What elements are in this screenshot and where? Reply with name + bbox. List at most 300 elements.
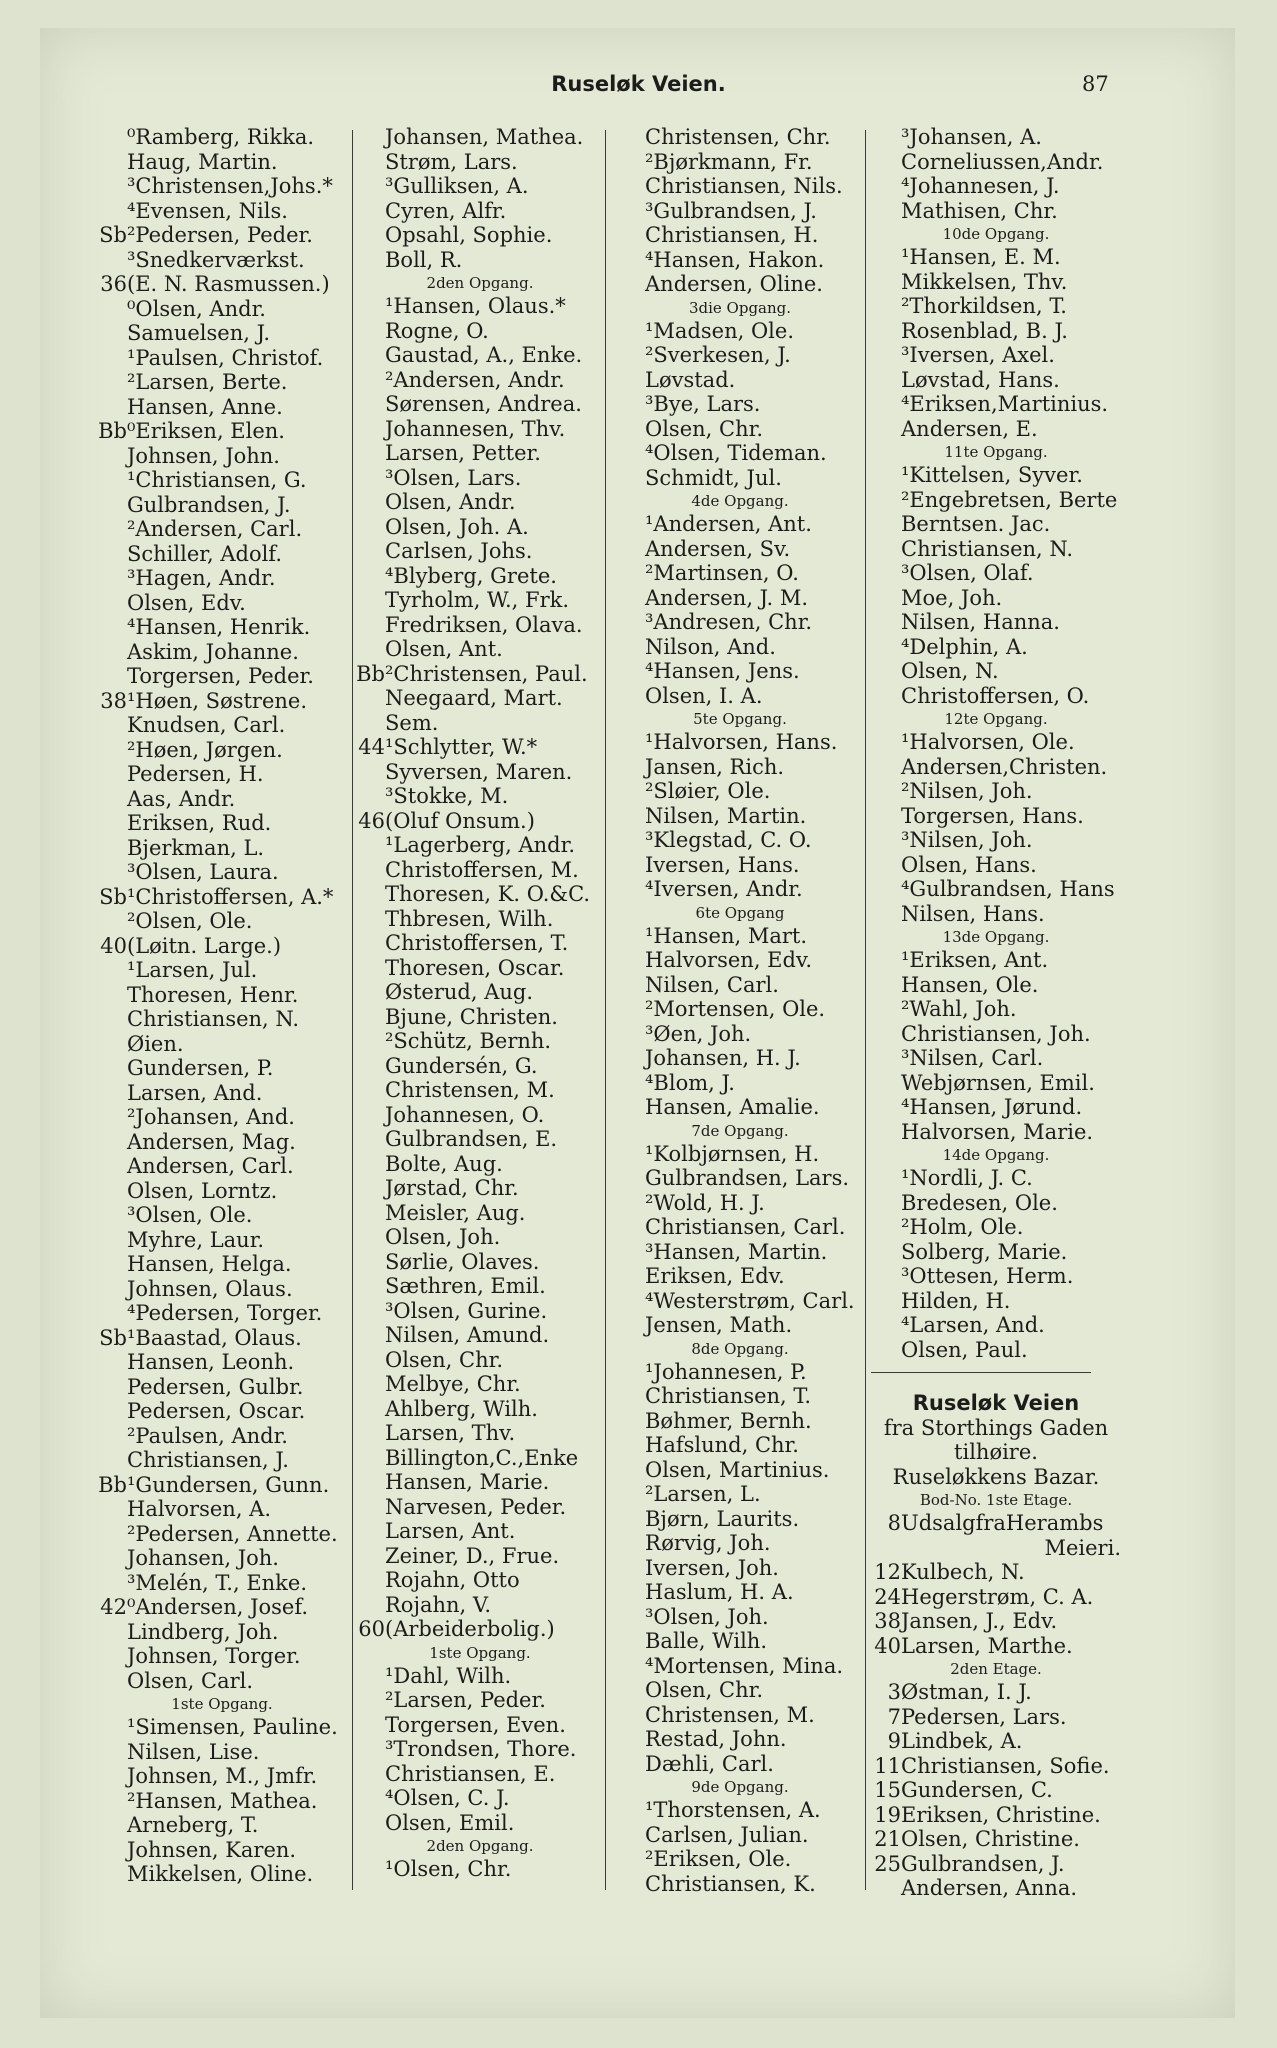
directory-entry: Myhre, Laur. [127,1227,265,1252]
directory-entry: Mathisen, Chr. [901,198,1058,223]
directory-entry: ²Pedersen, Annette. [127,1521,338,1546]
directory-entry: ¹Johannesen, P. [645,1359,807,1384]
entry-prefix: 46 [358,808,385,833]
directory-entry: Opsahl, Sophie. [385,223,553,247]
directory-entry: Christiansen, H. [645,223,819,247]
directory-entry: ²Larsen, Peder. [385,1688,546,1712]
directory-entry [871,1803,1121,1828]
stairway-heading: 9de Opgang. [691,1778,789,1796]
directory-entry: Sæthren, Emil. [385,1274,546,1298]
directory-entry [871,1609,1121,1634]
directory-entry: Balle, Wilh. [645,1629,768,1653]
entry-prefix: 38 [874,1609,901,1633]
entry-text: Olsen, Christine. [901,1827,1080,1851]
stairway-heading: 2den Opgang. [426,1837,534,1855]
directory-entry: Nilsen, Martin. [645,803,807,828]
entry-prefix: 19 [874,1802,901,1827]
directory-entry: Olsen, Chr. [385,1347,504,1372]
directory-entry [871,1705,1121,1730]
directory-entry: Christoffersen, M. [385,857,579,882]
directory-entry: ¹Halvorsen, Hans. [645,730,838,754]
directory-entry: ⁴Evensen, Nils. [127,198,288,223]
directory-entry: Christiansen, Carl. [645,1215,846,1239]
entry-prefix: 40 [100,933,127,958]
directory-entry: Arneberg, T. [127,1813,259,1837]
directory-entry: ³Snedkerværkst. [127,247,305,272]
directory-entry [97,272,347,297]
section-subheading: tilhøire. [954,1440,1038,1464]
directory-entry: Iversen, Hans. [645,852,800,877]
directory-entry: ¹Paulsen, Christof. [127,345,324,370]
directory-entry: ⁰Olsen, Andr. [127,296,266,321]
entry-prefix: 21 [874,1827,901,1851]
directory-entry: Christiansen, N. [901,536,1074,561]
directory-entry: Billington,C.,Enke [385,1445,579,1470]
directory-entry: ²Hansen, Mathea. [127,1788,318,1813]
directory-entry: Nilsen, Amund. [385,1323,550,1347]
directory-entry: Nilsen, Hanna. [901,610,1060,634]
entry-prefix: 24 [874,1584,901,1609]
directory-entry: Olsen, Joh. [385,1225,501,1249]
directory-entry: Lindberg, Joh. [127,1619,279,1644]
directory-entry: Johansen, Joh. [127,1546,279,1570]
directory-entry: ¹Halvorsen, Ole. [901,730,1075,754]
directory-entry: Rogne, O. [385,318,489,343]
entry-text: Pedersen, Lars. [901,1704,1067,1729]
directory-entry [355,662,605,687]
directory-entry: Webjørnsen, Emil. [901,1070,1095,1095]
directory-entry: Olsen, Edv. [127,590,246,615]
entry-text: Gulbrandsen, J. [901,1851,1065,1876]
directory-entry: Andersen, Anna. [901,1876,1078,1900]
directory-entry: ³Andresen, Chr. [645,610,813,634]
directory-entry: Hansen, Anne. [127,394,283,419]
entry-text: Østman, I. J. [901,1680,1032,1704]
directory-entry [871,1827,1121,1852]
entry-text: (Oluf Onsum.) [385,808,535,833]
directory-entry: Haug, Martin. [127,149,278,174]
directory-entry: Andersen, J. M. [645,585,808,610]
directory-entry: Christoffersen, O. [901,683,1090,708]
directory-entry: Løvstad. [645,367,736,392]
entry-prefix: 3 [887,1680,901,1704]
directory-entry: Rørvig, Joh. [645,1531,771,1555]
directory-entry [871,1680,1121,1705]
entry-text: ⁰Eriksen, Elen. [127,419,285,443]
stairway-heading: 12te Opgang. [944,710,1048,728]
directory-entry: Johansen, H. J. [645,1046,801,1070]
column-divider [352,130,353,1890]
directory-entry: Thoresen, Henr. [127,982,299,1007]
directory-entry: ²Martinsen, O. [645,561,799,585]
column-divider [605,130,606,1890]
directory-entry: ²Wold, H. J. [645,1190,765,1215]
directory-entry: ²Andersen, Carl. [127,517,303,541]
directory-entry: Torgersen, Peder. [127,664,314,688]
directory-entry: Larsen, Petter. [385,441,541,465]
entry-prefix: 40 [874,1633,901,1658]
directory-entry: Torgersen, Even. [385,1712,566,1737]
directory-entry [871,1729,1121,1754]
entry-prefix: 44 [358,735,385,759]
section-subheading: Ruseløkkens Bazar. [892,1464,1100,1489]
entry-text: ¹Gundersen, Gunn. [127,1472,330,1497]
directory-entry: Olsen, I. A. [645,683,763,708]
section-heading: Ruseløk Veien [912,1391,1080,1415]
directory-entry: ²Wahl, Joh. [901,997,1017,1021]
directory-entry: Johannesen, O. [385,1102,545,1127]
directory-entry: Olsen, Emil. [385,1810,515,1835]
directory-entry: ³Hagen, Andr. [127,566,276,590]
directory-entry: Nilson, And. [645,634,776,659]
directory-entry: ²Høen, Jørgen. [127,737,283,762]
directory-entry: Iversen, Joh. [645,1555,779,1580]
directory-entry: ⁴Delphin, A. [901,634,1028,659]
directory-entry [871,1511,1121,1536]
directory-entry: ¹Andersen, Ant. [645,512,812,536]
stairway-heading: 2den Etage. [950,1660,1042,1678]
directory-entry: Strøm, Lars. [385,149,518,174]
section-subheading: fra Storthings Gaden [883,1415,1109,1440]
directory-entry [97,885,347,910]
directory-entry: ³Olsen, Ole. [127,1203,253,1227]
directory-entry: Nilsen, Lise. [127,1739,260,1764]
stairway-heading: 14de Opgang. [942,1146,1050,1164]
directory-entry: Melbye, Chr. [385,1372,521,1396]
entry-text: ²Christensen, Paul. [385,661,588,686]
directory-entry: Andersen, Carl. [127,1154,294,1178]
directory-entry: Sørensen, Andrea. [385,392,582,416]
directory-column-4 [871,125,1121,1901]
directory-entry: Larsen, Ant. [385,1519,516,1543]
directory-entry: Johannesen, Thv. [385,416,566,441]
directory-entry: ⁴Hansen, Jens. [645,659,800,683]
directory-entry: Christensen, Chr. [645,125,831,149]
directory-entry [871,1754,1121,1779]
directory-entry: Carlsen, Johs. [385,539,533,563]
directory-entry: ³Olsen, Joh. [645,1604,769,1629]
entry-text: Gundersen, C. [901,1778,1053,1802]
directory-entry: Hansen, Amalie. [645,1095,820,1119]
section-divider [871,1372,1091,1381]
page-number: 87 [1082,72,1109,96]
directory-entry: Sem. [385,710,439,735]
directory-entry: Hansen, Leonh. [127,1350,295,1374]
directory-entry: ²Nilsen, Joh. [901,779,1033,803]
directory-entry: ¹Nordli, J. C. [901,1166,1033,1190]
directory-entry: Meieri. [1044,1535,1121,1560]
directory-entry: Larsen, Thv. [385,1421,516,1445]
directory-entry: ³Stokke, M. [385,784,509,808]
directory-entry: ¹Simensen, Pauline. [127,1715,338,1739]
directory-entry: Bjerkman, L. [127,835,265,860]
directory-entry: Olsen, Martinius. [645,1457,830,1482]
directory-column-3 [615,125,865,1896]
entry-prefix: 38 [100,688,127,713]
directory-entry: Jørstad, Chr. [385,1176,519,1200]
directory-entry: ²Sverkesen, J. [645,343,791,367]
entry-prefix: Bb [98,1472,127,1497]
stairway-heading: 8de Opgang. [691,1339,789,1358]
directory-entry: Christiansen, Nils. [645,174,843,198]
directory-entry: ⁴Blyberg, Grete. [385,563,557,588]
directory-entry: Olsen, Joh. A. [385,514,529,539]
directory-entry: ³Ottesen, Herm. [901,1264,1074,1288]
directory-entry: ⁴Hansen, Hakon. [645,247,825,272]
entry-text: Christiansen, Sofie. [901,1753,1110,1778]
directory-entry: Hafslund, Chr. [645,1433,799,1457]
directory-entry: ³Olsen, Olaf. [901,561,1034,585]
directory-entry: Aas, Andr. [127,786,236,811]
entry-text: Larsen, Marthe. [901,1633,1073,1658]
directory-entry: Bjune, Christen. [385,1004,558,1029]
directory-entry: Torgersen, Hans. [901,803,1084,828]
directory-entry: ¹Dahl, Wilh. [385,1663,512,1688]
directory-entry: ⁴Westerstrøm, Carl. [645,1288,855,1313]
entry-text: UdsalgfraHerambs [901,1511,1104,1535]
entry-prefix: 15 [874,1778,901,1802]
directory-entry: Gundersen, P. [127,1056,274,1080]
directory-entry: Johnsen, Karen. [127,1837,297,1862]
directory-entry: ¹Hansen, E. M. [901,245,1061,269]
entry-text: ¹Baastad, Olaus. [127,1325,302,1350]
directory-entry: Christiansen, Joh. [901,1021,1091,1046]
directory-entry: ²Johansen, And. [127,1105,295,1129]
directory-entry: Mikkelsen, Thv. [901,269,1068,294]
directory-entry: Askim, Johanne. [127,639,299,664]
directory-entry: Rojahn, V. [385,1592,492,1617]
directory-entry: ⁴Olsen, C. J. [385,1786,510,1810]
directory-entry: Halvorsen, Edv. [645,948,812,972]
directory-entry: Johnsen, Olaus. [127,1276,293,1301]
directory-entry: ³Olsen, Gurine. [385,1298,548,1323]
directory-entry [97,689,347,714]
directory-entry: Boll, R. [385,247,463,272]
directory-entry: Olsen, Andr. [385,490,516,514]
directory-entry: Johnsen, John. [127,443,280,468]
directory-entry: Carlsen, Julian. [645,1822,809,1847]
directory-entry: ⁴Mortensen, Mina. [645,1653,844,1678]
directory-entry: Johnsen, M., Jmfr. [127,1764,318,1788]
directory-entry: Jansen, Rich. [645,754,785,779]
directory-entry: ²Olsen, Ole. [127,909,253,933]
directory-entry: ³Christensen,Johs.* [127,174,333,198]
directory-entry: Schiller, Adolf. [127,541,282,566]
directory-entry: Øien. [127,1031,184,1056]
directory-entry: ²Holm, Ole. [901,1215,1024,1239]
directory-entry: Pedersen, H. [127,762,264,786]
entry-prefix: 12 [874,1560,901,1584]
directory-entry: Pedersen, Gulbr. [127,1374,304,1399]
entry-prefix: 60 [358,1617,385,1641]
directory-entry: ⁴Gulbrandsen, Hans [901,877,1115,901]
directory-entry: ²Bjørkmann, Fr. [645,149,813,174]
directory-entry: Samuelsen, J. [127,321,271,345]
entry-prefix: 36 [100,272,127,296]
directory-entry: Halvorsen, Marie. [901,1119,1094,1144]
stairway-heading: 4de Opgang. [691,492,789,510]
directory-entry [871,1560,1121,1585]
directory-entry: ²Eriksen, Ole. [645,1847,792,1871]
entry-text: Lindbek, A. [901,1729,1023,1753]
directory-entry: Christiansen, K. [645,1871,816,1896]
directory-entry: Jensen, Math. [645,1313,793,1337]
stairway-heading: 2den Opgang. [426,274,534,292]
directory-entry: Hansen, Marie. [385,1470,550,1494]
directory-entry [97,1595,347,1620]
directory-entry: ¹Madsen, Ole. [645,318,794,343]
directory-entry: ¹Kolbjørnsen, H. [645,1141,820,1166]
directory-entry: Johansen, Mathea. [385,125,584,149]
directory-entry: ⁴Pedersen, Torger. [127,1301,323,1325]
directory-entry: ²Paulsen, Andr. [127,1423,288,1448]
entry-prefix: Sb [99,223,127,247]
directory-entry: Corneliussen,Andr. [901,149,1104,174]
directory-entry [355,1617,605,1642]
directory-entry: ²Schütz, Bernh. [385,1029,552,1053]
directory-entry: ²Larsen, L. [645,1482,761,1506]
stairway-heading: 5te Opgang. [693,710,787,728]
directory-entry: Dæhli, Carl. [645,1751,774,1776]
stairway-heading: 1ste Opgang. [171,1695,273,1713]
directory-entry: Løvstad, Hans. [901,367,1060,392]
directory-entry: Christensen, M. [645,1702,815,1727]
directory-entry: ³Hansen, Martin. [645,1239,828,1264]
stairway-heading: 6te Opgang [695,903,785,922]
directory-entry: Mikkelsen, Oline. [127,1862,314,1886]
entry-text: ⁰Andersen, Josef. [127,1595,309,1619]
directory-entry: Fredriksen, Olava. [385,612,583,637]
stairway-heading: 10de Opgang. [942,225,1050,243]
directory-entry: ⁴Olsen, Tideman. [645,441,827,465]
directory-entry: Bjørn, Laurits. [645,1506,800,1531]
directory-entry: Andersen, E. [901,416,1038,441]
directory-entry: Gulbrandsen, Lars. [645,1166,850,1190]
directory-entry: ³Johansen, A. [901,125,1042,149]
directory-entry [97,934,347,959]
directory-entry: Andersen, Sv. [645,536,791,561]
directory-entry: Christiansen, T. [645,1384,812,1408]
directory-entry: Andersen, Oline. [645,272,823,296]
entry-prefix: 42 [100,1595,127,1619]
entry-prefix: 11 [874,1753,901,1778]
directory-entry: ¹Christiansen, G. [127,468,307,492]
directory-entry: Sørlie, Olaves. [385,1249,540,1274]
directory-entry: Narvesen, Peder. [385,1494,567,1519]
directory-entry: ⁰Ramberg, Rikka. [127,125,315,149]
directory-entry: Gulbrandsen, J. [127,492,291,517]
directory-entry: Ahlberg, Wilh. [385,1396,538,1421]
directory-entry: Olsen, Lorntz. [127,1178,278,1203]
directory-entry: ³Nilsen, Joh. [901,828,1033,852]
entry-text: (Arbeiderbolig.) [385,1617,555,1641]
directory-entry: ²Larsen, Berte. [127,370,288,394]
directory-entry: Schmidt, Jul. [645,465,782,490]
directory-entry: ¹Larsen, Jul. [127,958,258,982]
directory-entry: Berntsen. Jac. [901,512,1051,536]
directory-entry: Neegaard, Mart. [385,686,563,710]
directory-entry: Christoffersen, T. [385,931,569,955]
directory-entry: Tyrholm, W., Frk. [385,588,570,612]
directory-entry: ³Bye, Lars. [645,392,761,416]
entry-text: Kulbech, N. [901,1560,1025,1584]
directory-entry: ⁴Johannesen, J. [901,174,1060,198]
directory-entry: ⁴Blom, J. [645,1070,735,1095]
entry-text: Hegerstrøm, C. A. [901,1584,1094,1609]
directory-entry: Thbresen, Wilh. [385,906,554,931]
directory-entry: ⁴Eriksen,Martinius. [901,392,1109,416]
directory-entry: Meisler, Aug. [385,1200,526,1225]
directory-entry: Nilsen, Hans. [901,901,1045,926]
directory-entry: ³Melén, T., Enke. [127,1570,307,1595]
directory-entry: Hansen, Ole. [901,972,1039,997]
entry-text: ¹Schlytter, W.* [385,735,538,759]
directory-entry: Nilsen, Carl. [645,972,779,997]
directory-entry: Olsen, N. [901,659,999,683]
directory-entry: ¹Eriksen, Ant. [901,948,1049,972]
directory-entry: Pedersen, Oscar. [127,1399,306,1423]
directory-entry: ³Gulbrandsen, J. [645,198,817,223]
directory-entry: Restad, John. [645,1727,787,1751]
directory-entry [871,1634,1121,1659]
directory-entry [97,1473,347,1498]
directory-entry: Gundersén, G. [385,1053,538,1078]
directory-entry: ¹Hansen, Olaus.* [385,294,566,318]
directory-entry: Christiansen, E. [385,1761,556,1786]
directory-entry: Eriksen, Edv. [645,1264,785,1288]
directory-entry: ³Trondsen, Thore. [385,1737,577,1761]
directory-entry: Gulbrandsen, E. [385,1127,558,1151]
entry-text: (E. N. Rasmussen.) [127,272,330,296]
entry-prefix: Bb [356,661,385,686]
directory-entry: Bøhmer, Bernh. [645,1408,812,1433]
directory-entry [97,223,347,248]
directory-entry: Christiansen, N. [127,1007,300,1031]
directory-entry [871,1778,1121,1803]
directory-entry: Cyren, Alfr. [385,198,507,223]
directory-entry: ⁴Hansen, Henrik. [127,615,311,639]
entry-text: ¹Christoffersen, A.* [127,884,334,909]
directory-entry: Thoresen, Oscar. [385,955,565,980]
directory-entry: Olsen, Ant. [385,637,503,661]
directory-entry: Olsen, Paul. [901,1337,1028,1362]
directory-entry: ²Andersen, Andr. [385,367,565,392]
directory-entry: ³Øen, Joh. [645,1021,752,1046]
directory-entry: Rosenblad, B. J. [901,318,1068,343]
directory-entry: Olsen, Chr. [645,416,764,441]
directory-entry: Syversen, Maren. [385,759,573,784]
directory-entry: Hilden, H. [901,1288,1011,1313]
directory-entry: Andersen, Mag. [127,1129,296,1154]
directory-entry [871,1852,1121,1877]
stairway-heading: 3die Opgang. [688,298,792,317]
directory-entry: ²Thorkildsen, T. [901,294,1067,318]
entry-text: ¹Høen, Søstrene. [127,688,308,713]
directory-entry: ³Olsen, Laura. [127,860,279,884]
directory-entry: Zeiner, D., Frue. [385,1543,560,1568]
directory-entry: Christensen, M. [385,1078,555,1102]
directory-entry: Rojahn, Otto [385,1568,520,1592]
directory-entry: ³Iversen, Axel. [901,343,1055,367]
directory-entry [97,419,347,444]
directory-entry: Moe, Joh. [901,585,1003,610]
directory-entry: Bolte, Aug. [385,1151,503,1176]
page-header [0,68,1277,108]
directory-entry: ¹Kittelsen, Syver. [901,463,1083,487]
entry-prefix: Bb [98,419,127,443]
entry-prefix: 25 [874,1851,901,1876]
directory-entry [871,1585,1121,1610]
